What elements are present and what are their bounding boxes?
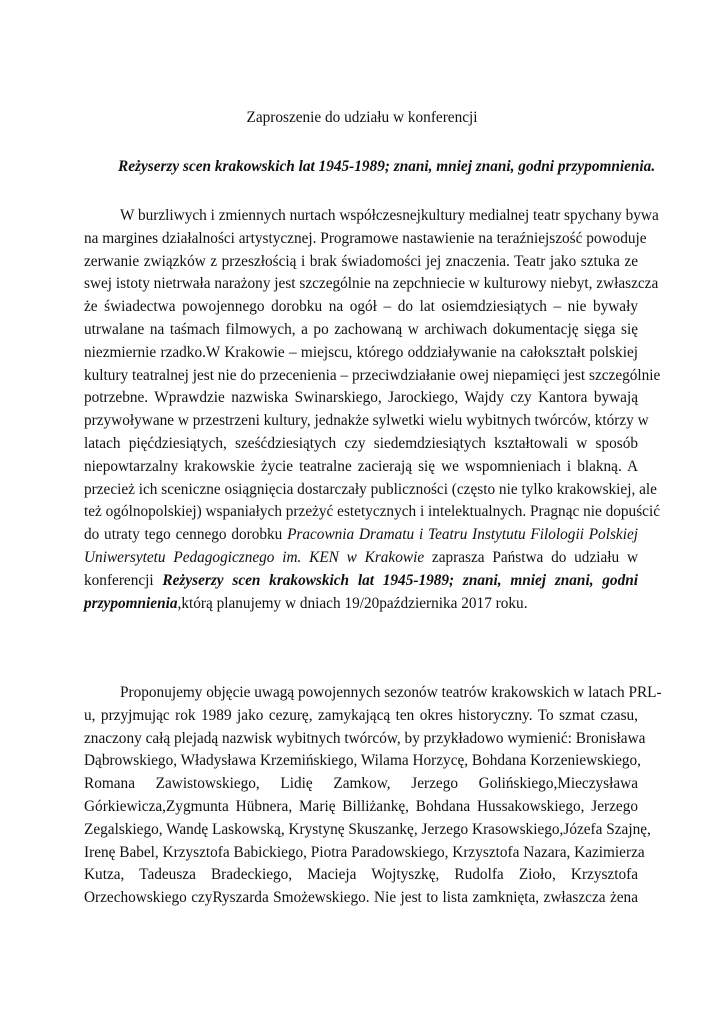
text-line [84, 570, 638, 593]
text-line: znaczony całą plejadą nazwisk wybitnych twórców, by przykładowo wymienić: Bronisława [84, 729, 646, 747]
text-line: na margines działalności artystycznej. Programowe nastawienie na teraźniejszość powoduje [84, 229, 647, 247]
university-name: Uniwersytetu Pedagogicznego im. KEN w Krakowie [84, 548, 425, 566]
text-line: niezmiernie rzadko.W Krakowie – miejscu, którego oddziaływanie na całokształt polskiej [84, 343, 638, 361]
text-line: Górkiewicza,Zygmunta Hübnera, Marię Billiżankę, Bohdana Hussakowskiego, Jerzego [84, 797, 638, 815]
text-line: swej istoty nietrwała narażony jest szczególnie na zepchniecie w kulturowy niebyt, zwłaszcza [84, 275, 659, 293]
text-line: u, przyjmując rok 1989 jako cezurę, zamykającą ten okres historyczny. To szmat czasu, [84, 706, 638, 724]
paragraph-intro [84, 205, 661, 615]
text-line: Orzechowskiego czyRyszarda Smożewskiego. Nie jest to lista zamknięta, zwłaszcza żena [84, 889, 638, 907]
text-line: Irenę Babel, Krzysztofa Babickiego, Piotra Paradowskiego, Krzysztofa Nazara, Kazimierza [84, 843, 645, 861]
text-line: że świadectwa powojennego dorobku na ogół – do lat osiemdziesiątych – nie bywały [84, 298, 638, 316]
text-run: zaprasza Państwa do udziału w [424, 548, 638, 566]
document-title: Zaproszenie do udziału w konferencji [246, 109, 478, 126]
conference-title-inline: Reżyserzy scen krakowskich lat 1945-1989; znani, mniej znani, godni [162, 571, 638, 589]
text-line: zerwanie związków z przeszłością i brak świadomości jej znaczenia. Teatr jako sztuka ze [84, 252, 638, 270]
conference-title-inline-end: przypomnienia [84, 594, 178, 612]
text-line: przecież ich sceniczne osiągnięcia dostarczały publiczności (często nie tylko krakowskiej, ale [84, 480, 657, 498]
text-line: Dąbrowskiego, Władysława Krzemińskiego, Wilama Horzycę, Bohdana Korzeniewskiego, [84, 752, 641, 770]
text-line: Kutza, Tadeusza Bradeckiego, Macieja Wojtyszkę, Rudolfa Zioło, Krzysztofa [84, 866, 638, 884]
text-run: konferencji [84, 571, 163, 589]
text-line: potrzebne. Wprawdzie nazwiska Swinarskiego, Jarockiego, Wajdy czy Kantora bywają [84, 389, 638, 407]
text-line: utrwalane na taśmach filmowych, a po zachowaną w archiwach dokumentację sięga się [84, 320, 638, 338]
organizer-name: Pracownia Dramatu i Teatru Instytutu Filologii Polskiej [287, 526, 638, 544]
text-line: niepowtarzalny krakowskie życie teatralne zacierają się we wspomnieniach i blakną. A [84, 457, 638, 475]
paragraph-proposal [84, 682, 662, 910]
text-line: przywoływane w przestrzeni kultury, jednakże sylwetki wielu wybitnych twórców, którzy w [84, 412, 649, 430]
text-line: kultury teatralnej jest nie do przecenienia – przeciwdziałanie owej niepamięci jest szczególnie [84, 366, 661, 384]
text-run: do utraty tego cennego dorobku [84, 526, 288, 544]
conference-date: ,którą planujemy w dniach 19/20października 2017 roku. [177, 594, 528, 612]
conference-title: Reżyserzy scen krakowskich lat 1945-1989; znani, mniej znani, godni przypomnienia. [118, 158, 656, 175]
text-line [84, 524, 638, 547]
text-line: Romana Zawistowskiego, Lidię Zamkow, Jerzego Golińskiego,Mieczysława [84, 775, 638, 793]
text-line [84, 593, 638, 616]
text-line: Proponujemy objęcie uwagą powojennych sezonów teatrów krakowskich w latach PRL- [120, 684, 662, 701]
text-line [84, 547, 638, 570]
text-line: W burzliwych i zmiennych nurtach współczesnejkultury medialnej teatr spychany bywa [120, 207, 659, 224]
text-line: też ogólnopolskiej) wspaniałych przeżyć estetycznych i intelektualnych. Pragnąc nie dopuścić [84, 503, 660, 521]
text-line: latach pięćdziesiątych, sześćdziesiątych czy siedemdziesiątych kształtowali w sposób [84, 434, 638, 452]
text-line: Zegalskiego, Wandę Laskowską, Krystynę Skuszankę, Jerzego Krasowskiego,Józefa Szajnę, [84, 820, 651, 838]
